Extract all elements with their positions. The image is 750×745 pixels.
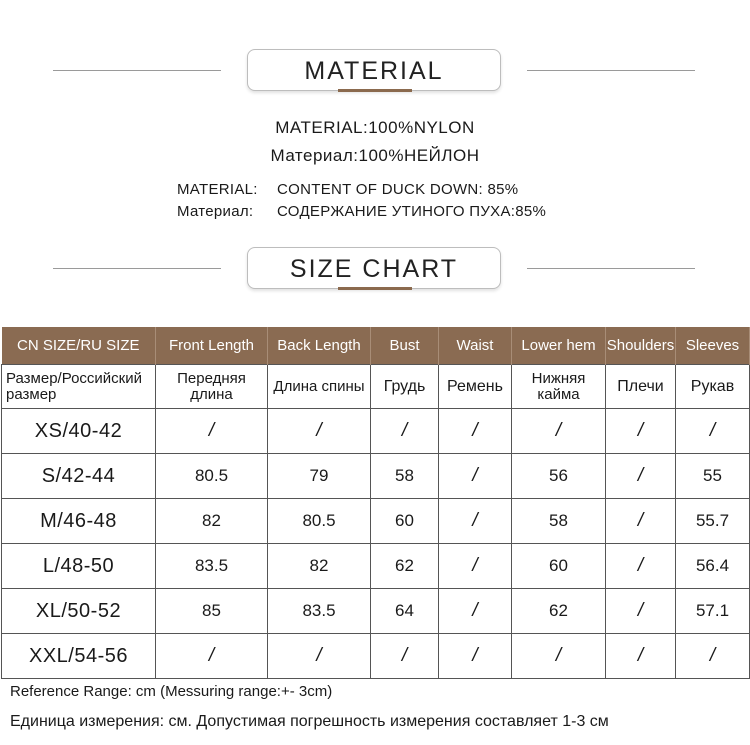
size-cell: M/46-48 (2, 499, 156, 544)
measurement-cell: 64 (371, 589, 439, 634)
size-cell: XXL/54-56 (2, 634, 156, 679)
table-row (2, 454, 750, 499)
header-cell-ru: Грудь (371, 365, 439, 409)
measurement-cell: 56.4 (676, 544, 750, 589)
measurement-cell: / (156, 634, 268, 679)
measurement-cell: 80.5 (156, 454, 268, 499)
header-cell: Waist (439, 327, 512, 365)
measurement-cell: 62 (371, 544, 439, 589)
measurement-cell: 60 (371, 499, 439, 544)
header-cell: Sleeves (676, 327, 750, 365)
divider-left (53, 70, 221, 71)
header-cell-ru: Размер/Российский размер (2, 365, 156, 409)
measurement-cell: 83.5 (156, 544, 268, 589)
divider-right (527, 70, 695, 71)
header-cell-ru: Рукав (676, 365, 750, 409)
measurement-cell: / (512, 634, 606, 679)
measurement-cell: / (439, 589, 512, 634)
measurement-cell: / (606, 589, 676, 634)
measurement-cell: / (606, 454, 676, 499)
measurement-cell: 55 (676, 454, 750, 499)
measurement-cell: 60 (512, 544, 606, 589)
measurement-cell: 79 (268, 454, 371, 499)
heading-accent-bar (338, 287, 412, 290)
footer-en: Reference Range: cm (Messuring range:+- 3cm) (10, 683, 333, 700)
down-label-en: MATERIAL: (177, 181, 258, 198)
size-chart-heading: SIZE CHART (289, 255, 459, 283)
measurement-cell: 56 (512, 454, 606, 499)
measurement-cell: / (676, 409, 750, 454)
down-value-en: CONTENT OF DUCK DOWN: 85% (277, 181, 519, 198)
measurement-cell: 55.7 (676, 499, 750, 544)
measurement-cell: / (156, 409, 268, 454)
measurement-cell: / (439, 544, 512, 589)
table-row (2, 499, 750, 544)
measurement-cell: / (606, 544, 676, 589)
table-header-row-ru (2, 365, 750, 409)
measurement-cell: 62 (512, 589, 606, 634)
measurement-cell: 83.5 (268, 589, 371, 634)
measurement-cell: / (512, 409, 606, 454)
down-label-ru: Материал: (177, 203, 254, 220)
measurement-cell: / (606, 634, 676, 679)
divider-right-2 (527, 268, 695, 269)
table-row (2, 544, 750, 589)
header-cell: CN SIZE/RU SIZE (2, 327, 156, 365)
measurement-cell: / (439, 499, 512, 544)
material-ru: Материал:100%НЕЙЛОН (270, 146, 480, 165)
table-row (2, 589, 750, 634)
measurement-cell: / (371, 634, 439, 679)
size-table (1, 327, 750, 679)
measurement-cell: / (439, 409, 512, 454)
table-header-row (2, 327, 750, 365)
table-row (2, 634, 750, 679)
measurement-cell: / (676, 634, 750, 679)
measurement-cell: 80.5 (268, 499, 371, 544)
header-cell-ru: Ремень (439, 365, 512, 409)
size-chart-heading-box (247, 247, 501, 289)
measurement-cell: / (371, 409, 439, 454)
size-cell: S/42-44 (2, 454, 156, 499)
measurement-cell: 57.1 (676, 589, 750, 634)
header-cell: Bust (371, 327, 439, 365)
size-cell: L/48-50 (2, 544, 156, 589)
measurement-cell: / (606, 499, 676, 544)
header-cell: Lower hem (512, 327, 606, 365)
measurement-cell: / (439, 454, 512, 499)
header-cell: Back Length (268, 327, 371, 365)
header-cell-ru: Плечи (606, 365, 676, 409)
footer-ru: Единица измерения: см. Допустимая погрешность измерения составляет 1-3 см (10, 713, 609, 730)
heading-accent-bar (338, 89, 412, 92)
measurement-cell: 82 (156, 499, 268, 544)
measurement-cell: 82 (268, 544, 371, 589)
measurement-cell: 85 (156, 589, 268, 634)
down-value-ru: СОДЕРЖАНИЕ УТИНОГО ПУХА:85% (277, 203, 547, 220)
header-cell-ru: Передняя длина (156, 365, 268, 409)
header-cell: Shoulders (606, 327, 676, 365)
table-row (2, 409, 750, 454)
header-cell-ru: Нижняя кайма (512, 365, 606, 409)
measurement-cell: 58 (371, 454, 439, 499)
measurement-cell: 58 (512, 499, 606, 544)
header-cell: Front Length (156, 327, 268, 365)
measurement-cell: / (268, 634, 371, 679)
header-cell-ru: Длина спины (268, 365, 371, 409)
size-cell: XS/40-42 (2, 409, 156, 454)
material-en: MATERIAL:100%NYLON (275, 118, 475, 137)
material-heading-box (247, 49, 501, 91)
divider-left-2 (53, 268, 221, 269)
size-cell: XL/50-52 (2, 589, 156, 634)
measurement-cell: / (439, 634, 512, 679)
table-body (2, 409, 750, 679)
measurement-cell: / (268, 409, 371, 454)
measurement-cell: / (606, 409, 676, 454)
material-heading: MATERIAL (304, 57, 444, 85)
